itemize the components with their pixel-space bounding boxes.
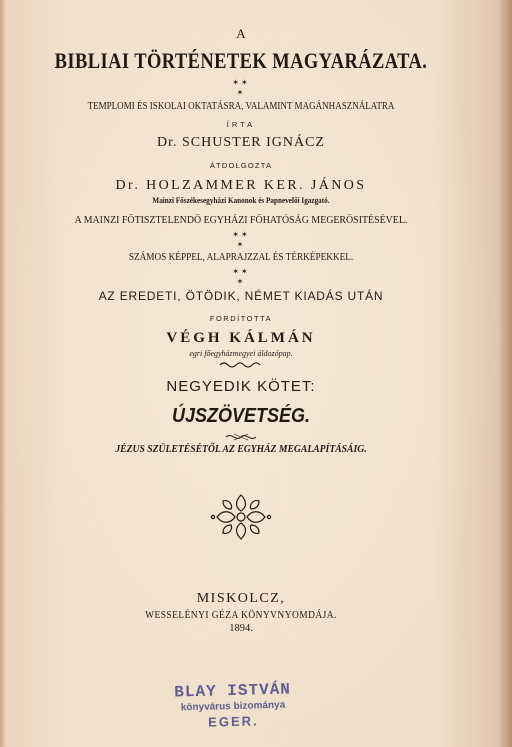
page-edge-shadow (0, 0, 6, 747)
volume-title: ÚJSZÖVETSÉG. (171, 405, 311, 427)
stamp-line-city: EGER. (207, 713, 259, 730)
asterism-ornament: ✶✶ ✶ (232, 267, 250, 286)
reviser-name: Dr. HOLZAMMER KER. JÁNOS (115, 178, 367, 193)
publication-city: MISKOLCZ, (196, 591, 286, 606)
usage-line: TEMPLOMI ÉS ISKOLAI OKTATÁSRA, VALAMINT MAGÁNHASZNÁLATRA (87, 101, 395, 112)
decorative-ornament-icon (209, 489, 273, 545)
asterism-ornament: ✶✶ ✶ (232, 78, 250, 97)
squiggle-ornament (218, 361, 264, 369)
translator-label: FORDÍTOTTA (209, 314, 273, 323)
page-edge-shadow (498, 0, 512, 747)
reviser-label: ÁTDOLGOZTA (209, 161, 273, 170)
irta-label: ÍRTA (226, 120, 256, 129)
asterism-ornament: ✶✶ ✶ (232, 230, 250, 249)
volume-label: NEGYEDIK KÖTET: (166, 378, 316, 395)
stamp-line-name: BLAY ISTVÁN (174, 680, 292, 702)
title-page-content (10, 26, 472, 634)
author-name: Dr. SCHUSTER IGNÁCZ (157, 135, 325, 150)
translator-title: egri főegyházmegyei áldozópap. (189, 349, 293, 358)
printer-name: WESSELÉNYI GÉZA KÖNYVNYOMDÁJA. (145, 610, 337, 621)
bookseller-stamp (157, 680, 308, 731)
approval-line: A MAINZI FŐTISZTELENDŐ EGYHÁZI FŐHATÓSÁG MEGERŐSITÉSÉVEL. (74, 214, 408, 226)
edition-line: AZ EREDETI, ÖTÖDIK, NÉMET KIADÁS UTÁN (98, 289, 384, 303)
translator-name: VÉGH KÁLMÁN (166, 330, 316, 346)
title-prefix: A (236, 26, 246, 41)
main-title: BIBLIAI TÖRTÉNETEK MAGYARÁZATA. (54, 48, 428, 73)
reviser-title: Mainzi Főszékesegyházi Kanonok és Papnevelői Igazgató. (152, 196, 330, 205)
flourish-ornament (224, 432, 258, 442)
images-line: SZÁMOS KÉPPEL, ALAPRAJZZAL ÉS TÉRKÉPEKKEL. (128, 252, 354, 263)
volume-subtitle: JÉZUS SZÜLETÉSÉTŐL AZ EGYHÁZ MEGALAPÍTÁSÁIG. (115, 444, 367, 455)
publication-year: 1894. (229, 623, 253, 634)
stamp-line-role: könyvárus bizománya (180, 699, 286, 714)
